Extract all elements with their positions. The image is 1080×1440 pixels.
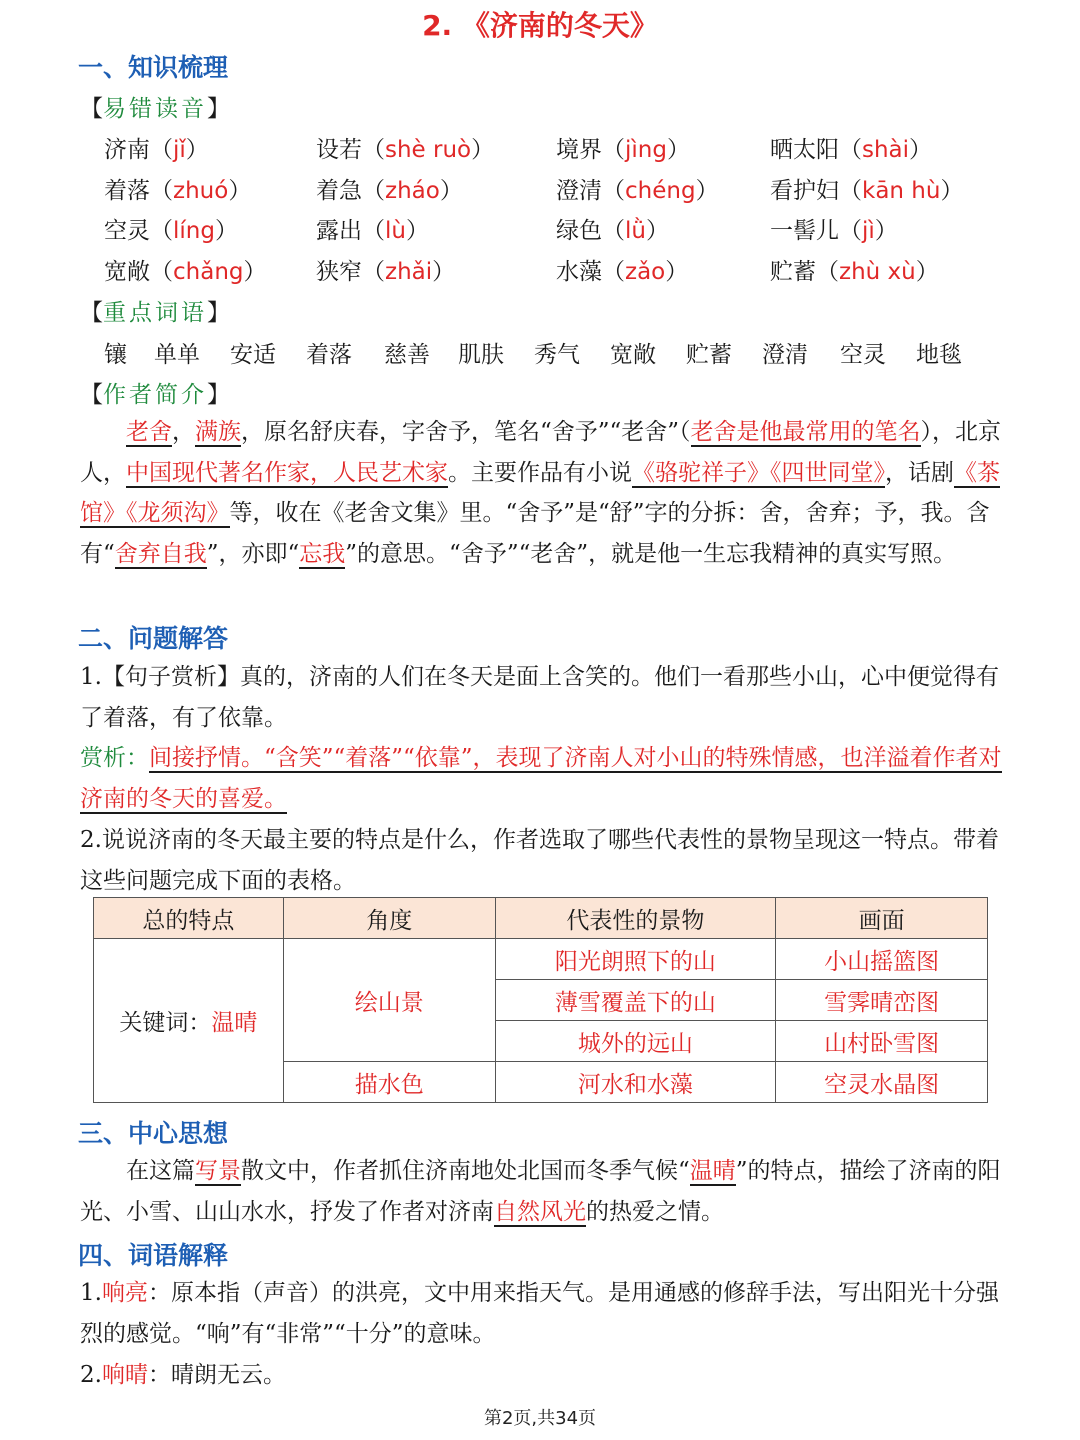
pronunciation-word: 露出 xyxy=(316,218,362,244)
author-penname-note: 老舍是他最常用的笔名 xyxy=(690,419,921,445)
keyword-item: 贮蓄 xyxy=(686,342,732,368)
central-text: 在这篇 xyxy=(126,1158,195,1184)
explanation-word: 响晴 xyxy=(101,1362,148,1388)
pronunciation-item: 狭窄（zhǎi） xyxy=(316,259,456,285)
section-heading-questions: 二、问题解答 xyxy=(78,624,229,653)
author-text: ”的意思。“舍予”“老舍”，就是他一生忘我精神的真实写照。 xyxy=(345,540,957,567)
table-picture: 雪霁晴峦图 xyxy=(776,980,988,1021)
feature-label: 关键词： xyxy=(119,1010,212,1036)
feature-value: 温晴 xyxy=(211,1010,258,1036)
pronunciation-word: 济南 xyxy=(104,137,150,163)
author-meaning-1: 舍弃自我 xyxy=(114,540,207,567)
pronunciation-item: 看护妇（kān hù） xyxy=(770,178,964,204)
pronunciation-item: 设若（shè ruò） xyxy=(316,137,495,163)
author-meaning-2: 忘我 xyxy=(299,540,346,567)
pronunciation-pinyin: lù xyxy=(385,218,406,244)
table-picture: 小山摇篮图 xyxy=(776,939,988,980)
keyword-item: 安适 xyxy=(230,342,276,368)
pronunciation-word: 宽敞 xyxy=(104,259,150,285)
subheading-author: 【作者简介】 xyxy=(80,382,230,408)
table-scene: 阳光朗照下的山 xyxy=(495,939,776,980)
pronunciation-word: 空灵 xyxy=(104,218,150,244)
pronunciation-word: 贮蓄 xyxy=(770,259,816,285)
explanation-2 xyxy=(80,1355,1010,1396)
pronunciation-item: 水藻（zǎo） xyxy=(556,259,689,285)
pronunciation-pinyin: chéng xyxy=(625,178,696,204)
table-scene: 河水和水藻 xyxy=(495,1062,776,1103)
pronunciation-item: 着急（zháo） xyxy=(316,178,463,204)
question-1: 1.【句子赏析】真的，济南的人们在冬天是面上含笑的。他们一看那些小山，心中便觉得有了着落，有了依靠。 xyxy=(80,664,999,731)
pronunciation-word: 一髻儿 xyxy=(770,218,839,244)
author-text: ，原名舒庆春，字舍予，笔名“舍予”“老舍”（ xyxy=(241,419,691,445)
subheading-author-label: 作者简介 xyxy=(103,382,207,408)
subheading-keywords: 【重点词语】 xyxy=(80,300,230,326)
table-header: 代表性的景物 xyxy=(495,898,776,939)
explanation-num: 2. xyxy=(80,1362,102,1388)
keyword-item: 着落 xyxy=(306,342,352,368)
explanation-1 xyxy=(80,1273,1010,1354)
feature-table xyxy=(93,897,988,1103)
pronunciation-word: 着落 xyxy=(104,178,150,204)
section-heading-word-explanation: 四、词语解释 xyxy=(78,1241,229,1270)
answer-1 xyxy=(80,738,1010,819)
table-row xyxy=(94,939,988,980)
pronunciation-pinyin: jì xyxy=(862,218,875,244)
author-text: 。主要作品有小说 xyxy=(448,459,632,486)
pronunciation-item: 济南（jǐ） xyxy=(104,137,209,163)
keyword-item: 空灵 xyxy=(840,342,886,368)
pronunciation-word: 澄清 xyxy=(556,178,602,204)
table-feature-cell xyxy=(94,939,284,1103)
pronunciation-word: 晒太阳 xyxy=(770,137,839,163)
pronunciation-pinyin: zhuó xyxy=(173,178,229,204)
author-name: 老舍 xyxy=(126,419,172,445)
keyword-item: 宽敞 xyxy=(610,342,656,368)
table-angle-mountain: 绘山景 xyxy=(283,939,495,1062)
author-text: ”，亦即“ xyxy=(206,540,300,567)
pronunciation-pinyin: shè ruò xyxy=(385,137,472,163)
explanation-text: ：晴朗无云。 xyxy=(147,1362,286,1388)
keyword-item: 地毯 xyxy=(916,342,962,368)
table-header: 角度 xyxy=(283,898,495,939)
pronunciation-word: 境界 xyxy=(556,137,602,163)
keyword-item: 肌肤 xyxy=(458,342,504,368)
pronunciation-pinyin: kān hù xyxy=(862,178,941,204)
keyword-item: 秀气 xyxy=(534,342,580,368)
table-header-row xyxy=(94,898,988,939)
page-footer: 第2页,共34页 xyxy=(483,1408,597,1429)
table-header: 总的特点 xyxy=(94,898,284,939)
pronunciation-item: 空灵（líng） xyxy=(104,218,238,244)
pronunciation-word: 狭窄 xyxy=(316,259,362,285)
keyword-item: 慈善 xyxy=(384,342,430,368)
pronunciation-word: 着急 xyxy=(316,178,362,204)
author-paragraph xyxy=(80,412,1010,574)
pronunciation-pinyin: zháo xyxy=(385,178,440,204)
subheading-pronunciation-label: 易错读音 xyxy=(103,96,207,122)
page-title: 2. 《济南的冬天》 xyxy=(422,9,658,42)
table-scene: 薄雪覆盖下的山 xyxy=(495,980,776,1021)
author-plays: 《茶馆》《龙须沟》 xyxy=(80,459,1000,526)
section-heading-knowledge: 一、知识梳理 xyxy=(78,53,229,82)
pronunciation-pinyin: líng xyxy=(173,218,215,244)
pronunciation-item: 贮蓄（zhù xù） xyxy=(770,259,939,285)
pronunciation-item: 露出（lù） xyxy=(316,218,429,244)
author-text: ， xyxy=(172,419,195,445)
table-picture: 空灵水晶图 xyxy=(776,1062,988,1103)
pronunciation-pinyin: jǐ xyxy=(173,137,186,163)
pronunciation-pinyin: zhǎi xyxy=(385,259,433,285)
pronunciation-item: 境界（jìng） xyxy=(556,137,690,163)
author-text: ，话剧 xyxy=(885,459,954,486)
pronunciation-word: 看护妇 xyxy=(770,178,839,204)
pronunciation-item: 宽敞（chǎng） xyxy=(104,259,267,285)
pronunciation-pinyin: zǎo xyxy=(625,259,666,285)
pronunciation-word: 水藻 xyxy=(556,259,602,285)
central-text: 散文中，作者抓住济南地处北国而冬季气候“ xyxy=(241,1158,690,1184)
pronunciation-item: 着落（zhuó） xyxy=(104,178,252,204)
keyword-item: 澄清 xyxy=(762,342,808,368)
subheading-keywords-label: 重点词语 xyxy=(103,300,207,326)
central-text: 的热爱之情。 xyxy=(586,1198,724,1225)
pronunciation-item: 澄清（chéng） xyxy=(556,178,719,204)
question-2: 2.说说济南的冬天最主要的特点是什么，作者选取了哪些代表性的景物呈现这一特点。带着这些问题完成下面的表格。 xyxy=(80,827,999,894)
pronunciation-item: 晒太阳（shài） xyxy=(770,137,933,163)
central-scenery: 自然风光 xyxy=(494,1198,586,1225)
answer-1-text: 间接抒情。“含笑”“着落”“依靠”，表现了济南人对小山的特殊情感，也洋溢着作者对济南的冬天的喜爱。 xyxy=(80,745,1002,812)
pronunciation-word: 设若 xyxy=(316,137,362,163)
table-picture: 山村卧雪图 xyxy=(776,1021,988,1062)
table-scene: 城外的远山 xyxy=(495,1021,776,1062)
answer-1-label: 赏析： xyxy=(80,745,149,771)
author-ethnicity: 满族 xyxy=(195,419,241,445)
table-header: 画面 xyxy=(776,898,988,939)
section-heading-central-idea: 三、中心思想 xyxy=(78,1119,229,1148)
pronunciation-item: 绿色（lǜ） xyxy=(556,218,669,244)
author-novels: 《骆驼祥子》《四世同堂》 xyxy=(632,459,885,486)
central-idea-paragraph xyxy=(80,1151,1010,1232)
keyword-item: 单单 xyxy=(154,342,200,368)
central-text: ”的特点，描绘了济南的阳光、小雪、山山水水，抒发了作者对济南 xyxy=(80,1158,1001,1225)
keyword-item: 镶 xyxy=(104,342,127,368)
pronunciation-pinyin: zhù xù xyxy=(839,259,916,285)
subheading-pronunciation: 【易错读音】 xyxy=(80,96,230,122)
pronunciation-item: 一髻儿（jì） xyxy=(770,218,898,244)
pronunciation-word: 绿色 xyxy=(556,218,602,244)
pronunciation-pinyin: chǎng xyxy=(173,259,244,285)
pronunciation-pinyin: lǜ xyxy=(625,218,646,244)
central-genre: 写景 xyxy=(195,1158,241,1184)
explanation-word: 响亮 xyxy=(101,1280,148,1306)
author-text: ），北京人， xyxy=(80,419,1002,486)
author-title: 中国现代著名作家，人民艺术家 xyxy=(126,459,448,486)
explanation-num: 1. xyxy=(80,1280,102,1306)
table-angle-water: 描水色 xyxy=(283,1062,495,1103)
author-text: 等，收在《老舍文集》里。“舍予”是“舒”字的分拆：舍，舍弃；予，我。含有“ xyxy=(80,500,990,567)
central-keyword: 温晴 xyxy=(689,1158,736,1184)
pronunciation-pinyin: jìng xyxy=(625,137,667,163)
explanation-text: ：原本指（声音）的洪亮，文中用来指天气。是用通感的修辞手法，写出阳光十分强烈的感觉。“响”有“非常”“十分”的意味。 xyxy=(80,1280,999,1347)
pronunciation-pinyin: shài xyxy=(862,137,910,163)
